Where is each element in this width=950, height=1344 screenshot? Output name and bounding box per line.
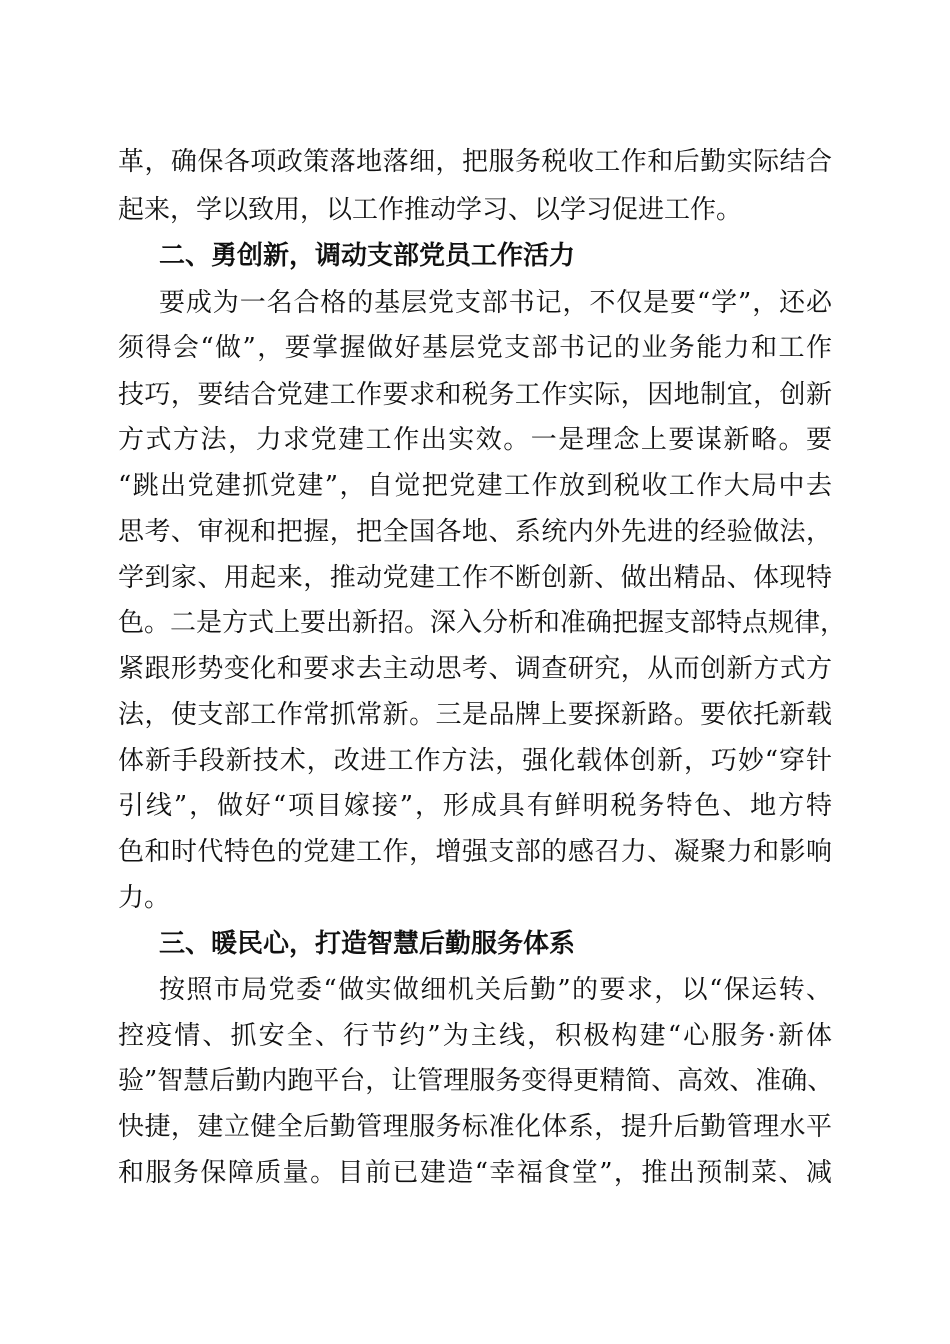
- body-text-line: 按照市局党委“做实做细机关后勤”的要求，以“保运转、: [159, 975, 832, 1005]
- body-text-line: 和服务保障质量。目前已建造“幸福食堂”，推出预制菜、减: [118, 1158, 832, 1188]
- body-text-line: 引线”，做好“项目嫁接”，形成具有鲜明税务特色、地方特: [118, 791, 832, 821]
- body-text-line: 快捷，建立健全后勤管理服务标准化体系，提升后勤管理水平: [118, 1112, 832, 1142]
- body-text-line: 法，使支部工作常抓常新。三是品牌上要探新路。要依托新载: [118, 700, 832, 730]
- body-text-line: 验”智慧后勤内跑平台，让管理服务变得更精简、高效、准确、: [118, 1066, 834, 1096]
- body-text-line: 方式方法，力求党建工作出实效。一是理念上要谋新略。要: [118, 425, 832, 455]
- body-text-line: 色和时代特色的党建工作，增强支部的感召力、凝聚力和影响: [118, 837, 832, 867]
- body-text-line: 体新手段新技术，改进工作方法，强化载体创新，巧妙“穿针: [118, 746, 832, 776]
- body-text-line: 色。二是方式上要出新招。深入分析和准确把握支部特点规律，: [118, 608, 847, 638]
- body-text-line: 革，确保各项政策落地落细，把服务税收工作和后勤实际结合: [118, 147, 832, 177]
- body-text-line: 紧跟形势变化和要求去主动思考、调查研究，从而创新方式方: [118, 654, 832, 684]
- body-text-line: 力。: [118, 883, 171, 913]
- body-text-line: 思考、审视和把握，把全国各地、系统内外先进的经验做法，: [118, 517, 832, 547]
- body-text-line: 学到家、用起来，推动党建工作不断创新、做出精品、体现特: [118, 563, 832, 593]
- section-heading: 三、暖民心，打造智慧后勤服务体系: [159, 929, 576, 959]
- body-text-line: 控疫情、抓安全、行节约”为主线，积极构建“心服务·新体: [118, 1021, 832, 1051]
- body-text-line: “跳出党建抓党建”，自觉把党建工作放到税收工作大局中去: [118, 471, 832, 501]
- body-text-line: 技巧，要结合党建工作要求和税务工作实际，因地制宜，创新: [118, 380, 832, 410]
- body-text-line: 起来，学以致用，以工作推动学习、以学习促进工作。: [118, 195, 743, 225]
- section-heading: 二、勇创新，调动支部党员工作活力: [159, 241, 576, 271]
- body-text-line: 要成为一名合格的基层党支部书记，不仅是要“学”，还必: [159, 288, 832, 318]
- body-text-line: 须得会“做”，要掌握做好基层党支部书记的业务能力和工作: [118, 333, 832, 363]
